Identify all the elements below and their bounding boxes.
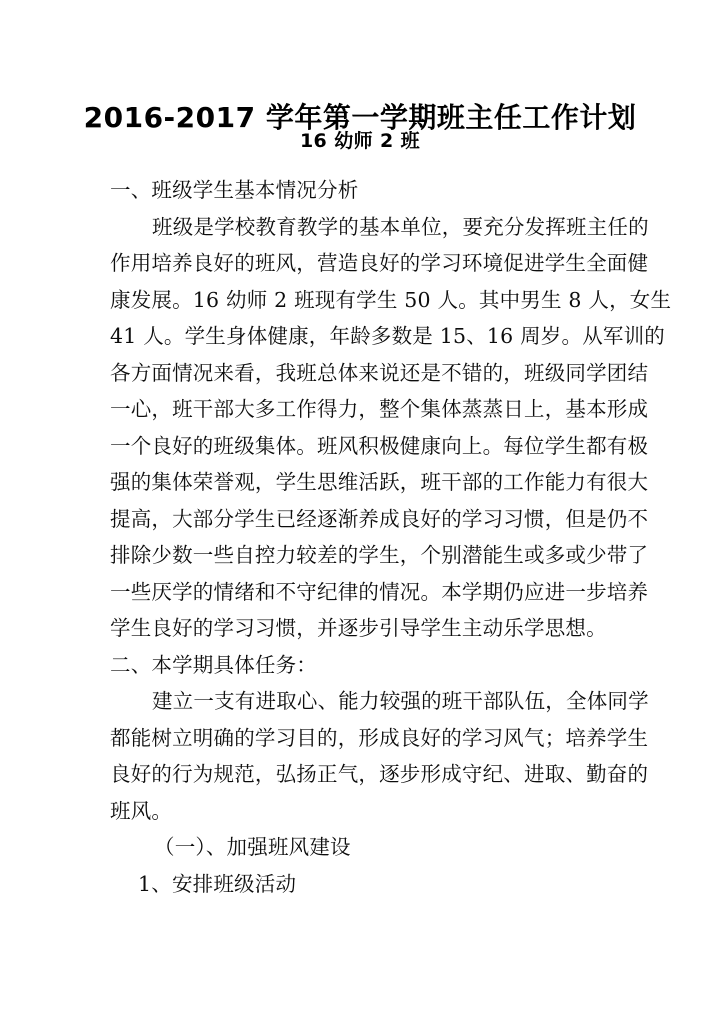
body-line: 康发展。16 幼师 2 班现有学生 50 人。其中男生 8 人，女生: [110, 287, 672, 312]
body-line: 都能树立明确的学习目的，形成良好的学习风气；培养学生: [110, 725, 649, 750]
body-line: 作用培养良好的班风，营造良好的学习环境促进学生全面健: [110, 251, 649, 275]
body-line: 学生良好的学习习惯，并逐步引导学生主动乐学思想。: [110, 616, 607, 640]
document-subtitle: 16 幼师 2 班: [299, 130, 421, 152]
page-title: 2016-2017 学年第一学期班主任工作计划: [83, 100, 637, 134]
body-line: 41 人。学生身体健康，年龄多数是 15、16 周岁。从军训的: [110, 324, 666, 348]
body-line: 各方面情况来看，我班总体来说还是不错的，班级同学团结: [110, 360, 649, 385]
body-line: 一个良好的班级集体。班风积极健康向上。每位学生都有极: [110, 433, 649, 458]
body-line: 班风。: [110, 798, 173, 823]
body-line: 班级是学校教育教学的基本单位，要充分发挥班主任的: [152, 214, 649, 239]
body-line: 提高，大部分学生已经逐渐养成良好的学习习惯，但是仍不: [110, 506, 649, 531]
body-line: 二、本学期具体任务：: [110, 652, 317, 677]
body-line: 良好的行为规范，弘扬正气，逐步形成守纪、进取、勤奋的: [110, 762, 649, 786]
body-line: 一些厌学的情绪和不守纪律的情况。本学期仍应进一步培养: [110, 579, 649, 604]
body-line: 建立一支有进取心、能力较强的班干部队伍，全体同学: [152, 689, 649, 713]
document-body: [110, 172, 672, 902]
body-line: （一）、加强班风建设: [154, 835, 351, 859]
body-line: 一心，班干部大多工作得力，整个集体蒸蒸日上，基本形成: [110, 397, 649, 421]
body-line: 1、安排班级活动: [138, 871, 297, 896]
body-line: 一、班级学生基本情况分析: [110, 178, 359, 202]
body-line: 强的集体荣誉观，学生思维活跃，班干部的工作能力有很大: [110, 470, 649, 494]
body-line: 排除少数一些自控力较差的学生，个别潜能生或多或少带了: [110, 543, 649, 567]
